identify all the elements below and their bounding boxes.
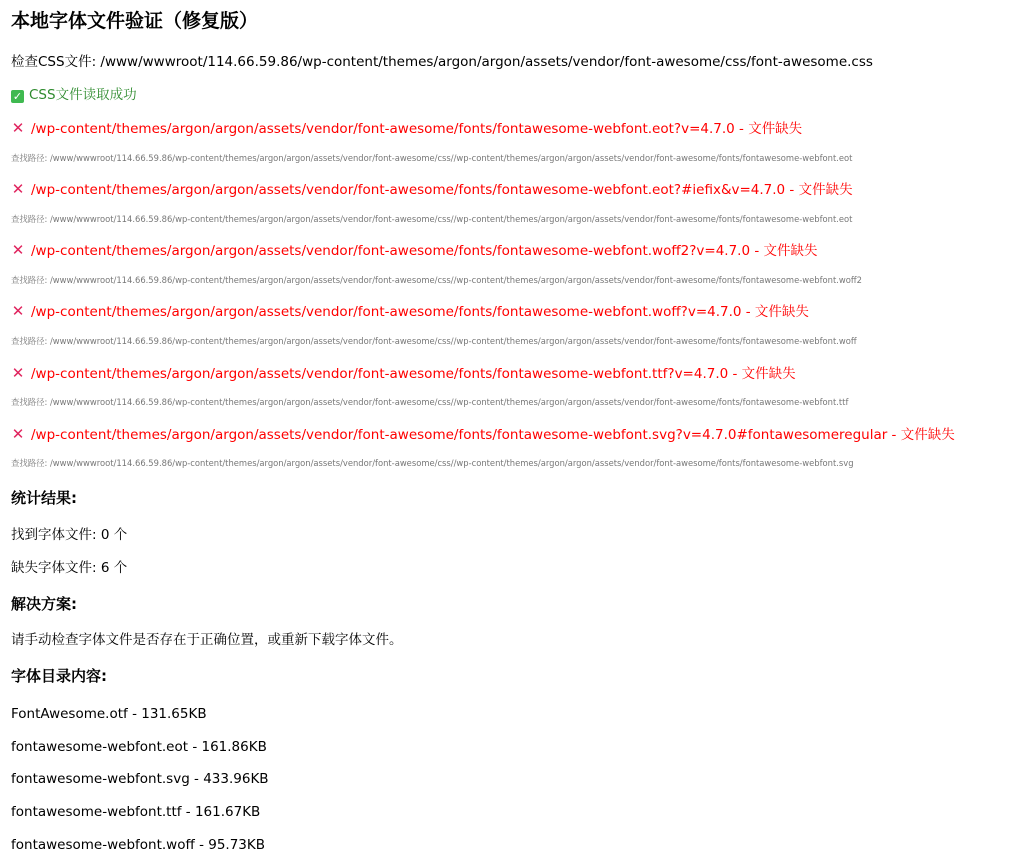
- font-dir-item: fontawesome-webfont.ttf - 161.67KB: [11, 804, 261, 820]
- search-path: 查找路径: /www/wwwroot/114.66.59.86/wp-content/themes/argon/argon/assets/vendor/font-awesome/css//wp-content/themes/argon/argon/assets/vendor/font-awesome/fonts/fontawesome-webfont.eot: [11, 214, 853, 224]
- cross-icon: ✕: [11, 180, 25, 198]
- missing-file-item: [11, 425, 955, 444]
- cross-icon: ✕: [11, 425, 25, 443]
- search-path: 查找路径: /www/wwwroot/114.66.59.86/wp-content/themes/argon/argon/assets/vendor/font-awesome/css//wp-content/themes/argon/argon/assets/vendor/font-awesome/fonts/fontawesome-webfont.woff2: [11, 275, 862, 285]
- search-path: 查找路径: /www/wwwroot/114.66.59.86/wp-content/themes/argon/argon/assets/vendor/font-awesome/css//wp-content/themes/argon/argon/assets/vendor/font-awesome/fonts/fontawesome-webfont.ttf: [11, 397, 849, 407]
- font-dir-item: fontawesome-webfont.svg - 433.96KB: [11, 771, 269, 787]
- missing-file-item: [11, 302, 809, 321]
- css-success-text: CSS文件读取成功: [29, 87, 137, 103]
- solution-text: 请手动检查字体文件是否存在于正确位置，或重新下载字体文件。: [11, 632, 403, 648]
- missing-file-item: [11, 241, 818, 260]
- cross-icon: ✕: [11, 241, 25, 259]
- missing-file-item: [11, 119, 802, 138]
- font-dir-heading: 字体目录内容:: [11, 667, 107, 685]
- cross-icon: ✕: [11, 302, 25, 320]
- stats-found: 找到字体文件: 0 个: [11, 527, 128, 543]
- stats-missing: 缺失字体文件: 6 个: [11, 560, 128, 576]
- missing-file-label: /wp-content/themes/argon/argon/assets/vendor/font-awesome/fonts/fontawesome-webfont.ttf?v=4.7.0 - 文件缺失: [31, 366, 796, 382]
- search-path: 查找路径: /www/wwwroot/114.66.59.86/wp-content/themes/argon/argon/assets/vendor/font-awesome/css//wp-content/themes/argon/argon/assets/vendor/font-awesome/fonts/fontawesome-webfont.svg: [11, 458, 854, 468]
- missing-file-label: /wp-content/themes/argon/argon/assets/vendor/font-awesome/fonts/fontawesome-webfont.eot?v=4.7.0 - 文件缺失: [31, 121, 803, 137]
- css-check-line: 检查CSS文件: /www/wwwroot/114.66.59.86/wp-content/themes/argon/argon/assets/vendor/font-awesome/css/font-awesome.css: [11, 54, 873, 70]
- font-dir-item: fontawesome-webfont.eot - 161.86KB: [11, 739, 267, 755]
- missing-file-label: /wp-content/themes/argon/argon/assets/vendor/font-awesome/fonts/fontawesome-webfont.woff2?v=4.7.0 - 文件缺失: [31, 243, 818, 259]
- font-dir-item: FontAwesome.otf - 131.65KB: [11, 706, 207, 722]
- missing-file-label: /wp-content/themes/argon/argon/assets/vendor/font-awesome/fonts/fontawesome-webfont.eot?#iefix&v=4.7.0 - 文件缺失: [31, 182, 853, 198]
- missing-file-label: /wp-content/themes/argon/argon/assets/vendor/font-awesome/fonts/fontawesome-webfont.woff?v=4.7.0 - 文件缺失: [31, 304, 809, 320]
- css-success-line: [11, 86, 137, 104]
- solution-heading: 解决方案:: [11, 595, 77, 613]
- stats-heading: 统计结果:: [11, 489, 77, 507]
- search-path: 查找路径: /www/wwwroot/114.66.59.86/wp-content/themes/argon/argon/assets/vendor/font-awesome/css//wp-content/themes/argon/argon/assets/vendor/font-awesome/fonts/fontawesome-webfont.eot: [11, 153, 853, 163]
- search-path: 查找路径: /www/wwwroot/114.66.59.86/wp-content/themes/argon/argon/assets/vendor/font-awesome/css//wp-content/themes/argon/argon/assets/vendor/font-awesome/fonts/fontawesome-webfont.woff: [11, 336, 857, 346]
- cross-icon: ✕: [11, 119, 25, 137]
- missing-file-item: [11, 364, 796, 383]
- page-title: 本地字体文件验证（修复版）: [11, 10, 259, 32]
- check-box-icon: ✓: [12, 90, 23, 103]
- missing-file-item: [11, 180, 853, 199]
- cross-icon: ✕: [11, 364, 25, 382]
- font-dir-item: fontawesome-webfont.woff - 95.73KB: [11, 837, 265, 853]
- missing-file-label: /wp-content/themes/argon/argon/assets/vendor/font-awesome/fonts/fontawesome-webfont.svg?v=4.7.0#fontawesomeregular - 文件缺失: [31, 427, 955, 443]
